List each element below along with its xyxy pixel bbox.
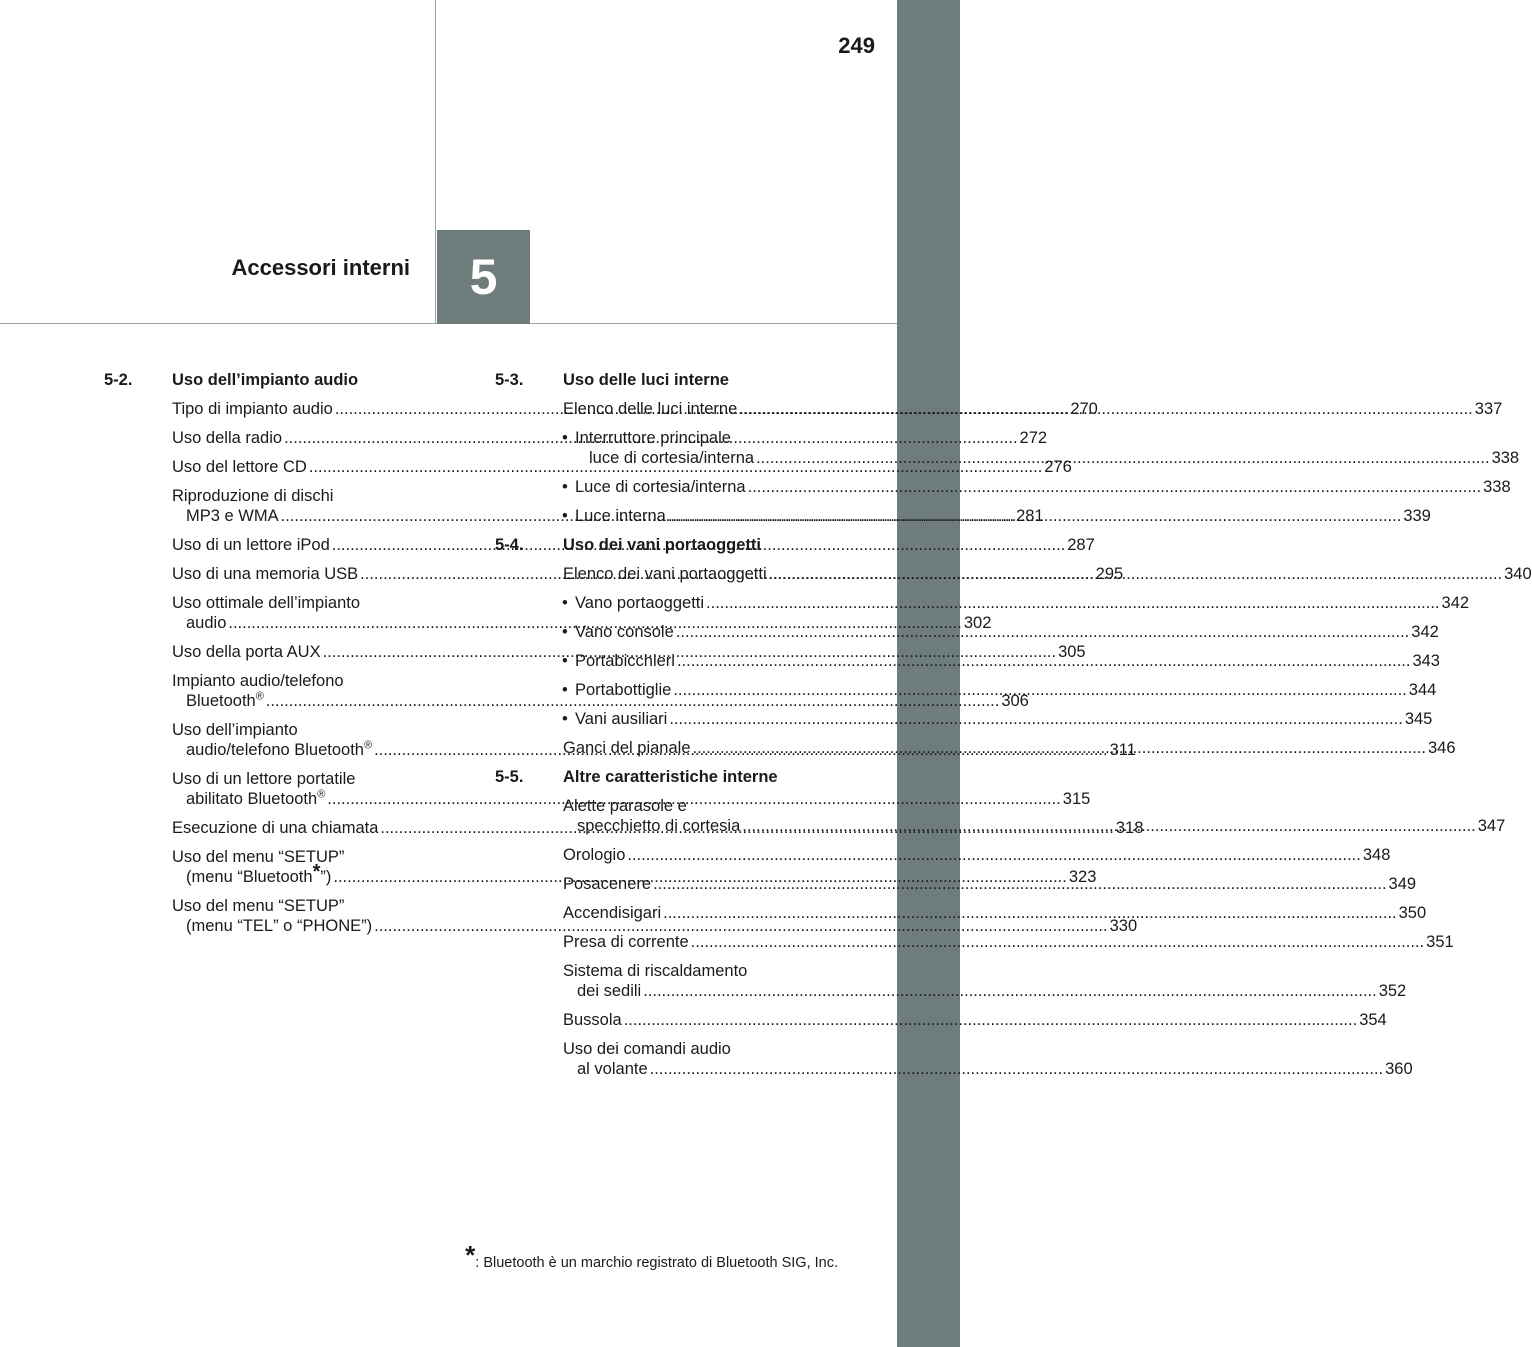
chapter-title: Accessori interni — [231, 255, 410, 280]
dot-leader — [693, 738, 1426, 758]
section-heading — [104, 370, 462, 390]
toc-entry-text-part: abilitato Bluetooth — [186, 790, 318, 808]
chapter-number: 5 — [469, 249, 498, 305]
toc-entry-text: Vani ausiliari — [575, 710, 668, 728]
toc-entry — [495, 593, 1470, 613]
toc-entry-text: Uso della radio — [172, 429, 283, 447]
toc-entry-line1: Uso del menu “SETUP” — [172, 848, 345, 866]
bullet-marker: • — [562, 478, 568, 496]
toc-entry-line2 — [563, 1059, 1413, 1079]
page-ref: 343 — [1412, 652, 1440, 670]
section-number: 5-2. — [104, 371, 133, 389]
toc-entry-text-part: audio — [186, 614, 227, 632]
page-ref: 345 — [1404, 710, 1433, 728]
toc-entry-line1: Riproduzione di dischi — [172, 487, 334, 505]
dot-leader — [769, 564, 1502, 584]
page-ref: 342 — [1441, 594, 1470, 612]
toc-entry-text: Bussola — [563, 1011, 622, 1029]
section-number: 5-4. — [495, 536, 524, 554]
dot-leader — [624, 1010, 1357, 1030]
toc-entry-line2 — [172, 916, 1138, 936]
registered-mark: ® — [363, 739, 373, 752]
toc-entry-text-part: (menu “Bluetooth — [186, 868, 313, 886]
toc-entry-text-part: MP3 e WMA — [186, 507, 279, 525]
page-ref: 338 — [1491, 449, 1520, 467]
toc-entry-text: Orologio — [563, 846, 626, 864]
dot-leader — [650, 1060, 1383, 1078]
bullet-marker: • — [562, 681, 568, 699]
page-ref: 342 — [1411, 623, 1439, 641]
toc-entry-text-part: specchietto di cortesia — [577, 817, 741, 835]
page-ref: 272 — [1019, 429, 1048, 447]
toc-entry — [495, 961, 1407, 1001]
toc-entry — [495, 1039, 1413, 1079]
registered-mark: ® — [317, 788, 326, 801]
toc-entry-line1: Uso del menu “SETUP” — [172, 897, 345, 915]
bullet-marker: • — [562, 623, 568, 641]
page-ref: 330 — [1109, 917, 1138, 935]
dot-leader — [676, 622, 1409, 642]
footnote — [0, 1240, 838, 1271]
page-ref: 350 — [1398, 904, 1427, 922]
page-ref: 287 — [1067, 536, 1095, 554]
toc-entry-text: Accendisigari — [563, 904, 662, 922]
page-ref: 352 — [1378, 982, 1407, 1000]
dot-leader — [748, 477, 1481, 497]
page-ref: 323 — [1068, 868, 1097, 886]
section-title: Uso delle luci interne — [563, 371, 729, 389]
toc-entry-text: Esecuzione di una chiamata — [172, 819, 379, 837]
section-title: Altre caratteristiche interne — [563, 768, 778, 786]
dot-leader — [691, 932, 1424, 952]
toc-entry-text-part: al volante — [577, 1060, 648, 1078]
dot-leader — [668, 506, 1401, 526]
page-ref: 337 — [1474, 400, 1503, 418]
dot-leader — [627, 845, 1360, 865]
page-ref: 360 — [1385, 1060, 1413, 1078]
page-ref: 311 — [1109, 741, 1136, 759]
bullet-marker: • — [562, 429, 568, 447]
bullet-marker: • — [562, 507, 568, 525]
header-divider-vertical — [435, 0, 436, 324]
page-ref: 270 — [1070, 400, 1098, 418]
dot-leader — [669, 709, 1402, 729]
page-ref: 347 — [1477, 817, 1506, 835]
page-ref: 306 — [1001, 692, 1029, 710]
toc-entry-line1: Sistema di riscaldamento — [563, 962, 748, 980]
chapter-side-bar — [897, 0, 960, 1347]
toc-entry-text-part: ”) — [320, 868, 332, 886]
dot-leader — [742, 817, 1475, 835]
toc-entry-line1: Impianto audio/telefono — [172, 672, 344, 690]
toc-entry-text: Posacenere — [563, 875, 652, 893]
toc-entry-text-part: luce di cortesia/interna — [589, 449, 755, 467]
page-ref: 348 — [1362, 846, 1391, 864]
toc-entry-text: Elenco dei vani portaoggetti — [563, 565, 767, 583]
page-ref: 302 — [963, 614, 992, 632]
toc-entry-text: Luce di cortesia/interna — [575, 478, 746, 496]
toc-entry-text — [186, 790, 325, 808]
section-number: 5-3. — [495, 371, 524, 389]
toc-entry-line1: Interruttore principale — [575, 429, 731, 447]
toc-entry-text-part: (menu “TEL” o “PHONE”) — [186, 917, 373, 935]
toc-entry-line1: Uso ottimale dell’impianto — [172, 594, 361, 612]
toc-entry-text: Luce interna — [575, 507, 666, 525]
dot-leader — [739, 399, 1472, 419]
toc-entry-text-part: dei sedili — [577, 982, 642, 1000]
toc-entry — [495, 845, 1391, 865]
page-ref: 349 — [1388, 875, 1417, 893]
dot-leader — [706, 593, 1439, 613]
toc-entry-text — [186, 741, 372, 759]
section-heading — [495, 767, 837, 787]
toc-entry — [495, 477, 1511, 497]
bullet-marker: • — [562, 594, 568, 612]
toc-entry-line1: Alette parasole e — [563, 797, 687, 815]
toc-entry — [495, 932, 1454, 952]
page-ref: 339 — [1403, 507, 1431, 525]
page-ref: 344 — [1408, 681, 1437, 699]
section-heading — [495, 370, 837, 390]
toc-entry-line — [563, 845, 1391, 865]
page-ref: 315 — [1062, 790, 1091, 808]
toc-entry-line — [563, 1010, 1387, 1030]
dot-leader — [653, 874, 1386, 894]
toc-entry-line — [575, 709, 1433, 729]
toc-entry-text — [577, 1060, 648, 1078]
toc-entry-text: Portabicchieri — [575, 652, 675, 670]
toc-entry-text-part: audio/telefono Bluetooth — [186, 741, 364, 759]
page-ref: 338 — [1483, 478, 1511, 496]
toc-entry-text: Ganci del pianale — [563, 739, 691, 757]
toc-entry-text: Presa di corrente — [563, 933, 689, 951]
toc-entry-line — [575, 477, 1511, 497]
toc-entry-text: Vano console — [575, 623, 674, 641]
toc-entry-line1: Uso di un lettore portatile — [172, 770, 356, 788]
toc-entry — [495, 1010, 1387, 1030]
toc-entry-text — [577, 982, 641, 1000]
toc-entry-line — [575, 593, 1470, 613]
toc-entry-line — [563, 903, 1427, 923]
toc-entry-text — [589, 449, 754, 467]
toc-entry-text: Uso di un lettore iPod — [172, 536, 330, 554]
toc-entry-text: Uso della porta AUX — [172, 643, 321, 661]
section-heading — [495, 535, 837, 555]
toc-entry-text: Elenco delle luci interne — [563, 400, 738, 418]
toc-entry — [495, 709, 1433, 729]
dot-leader — [663, 903, 1396, 923]
toc-entry-line1: Uso dei comandi audio — [563, 1040, 731, 1058]
page-ref: 276 — [1044, 458, 1072, 476]
toc-entry-text — [186, 917, 372, 935]
toc-entry-line1: Uso dell’impianto — [172, 721, 298, 739]
toc-entry-line2 — [563, 981, 1407, 1001]
footnote-asterisk: * — [312, 861, 321, 883]
page-ref: 351 — [1426, 933, 1454, 951]
footnote-text: : Bluetooth è un marchio registrato di Bluetooth SIG, Inc. — [475, 1255, 838, 1271]
footnote-asterisk: * — [465, 1240, 476, 1270]
section-title: Uso dei vani portaoggetti — [563, 536, 762, 554]
toc-entry-text: Uso di una memoria USB — [172, 565, 359, 583]
toc-entry-line — [575, 680, 1437, 700]
toc-entry — [495, 903, 1427, 923]
toc-entry-text — [186, 507, 279, 525]
page-ref: 318 — [1115, 819, 1144, 837]
toc-entry-text — [186, 861, 332, 886]
chapter-number-badge — [437, 230, 530, 324]
toc-entry-line — [563, 932, 1454, 952]
page-ref: 340 — [1504, 565, 1532, 583]
page-ref: 354 — [1359, 1011, 1387, 1029]
section-number: 5-5. — [495, 768, 524, 786]
toc-entry-text — [577, 817, 740, 835]
dot-leader — [756, 449, 1489, 467]
page-ref: 295 — [1095, 565, 1124, 583]
dot-leader — [643, 982, 1376, 1000]
toc-entry-text-part: Bluetooth — [186, 692, 256, 710]
bullet-marker: • — [562, 652, 568, 670]
toc-entry-text: Vano portaoggetti — [575, 594, 705, 612]
toc-entry-text: Tipo di impianto audio — [172, 400, 333, 418]
toc-entry-text: Portabottiglie — [575, 681, 672, 699]
dot-leader — [677, 651, 1410, 671]
page-ref: 281 — [1016, 507, 1044, 525]
section-title: Uso dell’impianto audio — [172, 371, 359, 389]
registered-mark: ® — [255, 690, 264, 703]
page-ref: 346 — [1428, 739, 1456, 757]
dot-leader — [673, 680, 1406, 700]
bullet-marker: • — [562, 710, 568, 728]
toc-entry-text — [186, 614, 226, 632]
page-number: 249 — [838, 33, 875, 58]
page-ref: 305 — [1058, 643, 1086, 661]
toc-entry-text: Uso del lettore CD — [172, 458, 307, 476]
toc-entry-text — [186, 692, 264, 710]
toc-entry — [495, 680, 1437, 700]
